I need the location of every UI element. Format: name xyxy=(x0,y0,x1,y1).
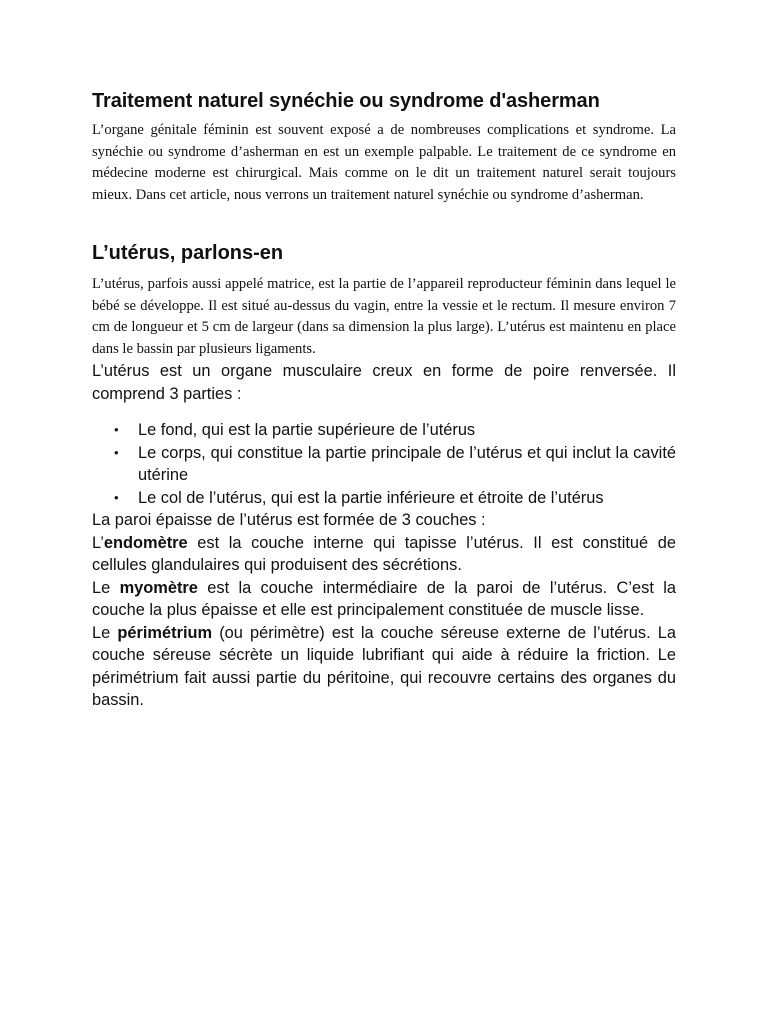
uterus-parts-intro: L’utérus est un organe musculaire creux en forme de poire renversée. Il comprend 3 parties : xyxy=(92,362,676,403)
intro-paragraph: L’organe génitale féminin est souvent exposé a de nombreuses complications et syndrome. La synéchie ou syndrome d’asherman en est un exemple palpable. Le traitement de ce syndrome en médecine moderne est chirurgical. Mais comme on le dit un traitement naturel serait toujours mieux. Dans cet article, nous verrons un traitement naturel synéchie ou syndrome d’asherman. xyxy=(92,122,676,203)
list-item xyxy=(92,487,676,510)
bullet-icon: • xyxy=(114,422,119,437)
section-heading: L’utérus, parlons-en xyxy=(92,242,284,264)
document-page xyxy=(92,86,676,712)
layer-prefix: Le xyxy=(92,578,120,597)
list-item xyxy=(92,442,676,487)
layer-description: (ou périmètre) est la couche séreuse externe de l’utérus. La couche séreuse sécrète un liquide lubrifiant qui aide à réduire la friction. Le périmétrium fait aussi partie du péritoine, qui recouvre certains des organes du bassin. xyxy=(92,623,676,709)
list-item-text: Le col de l’utérus, qui est la partie inférieure et étroite de l’utérus xyxy=(138,488,604,507)
layer-prefix: L’ xyxy=(92,533,104,552)
bullet-icon: • xyxy=(114,489,119,505)
layer-term: périmétrium xyxy=(117,623,213,642)
list-item xyxy=(92,419,676,442)
list-item-text: Le corps, qui constitue la partie principale de l’utérus et qui inclut la cavité utérine xyxy=(138,443,676,484)
layer-prefix: Le xyxy=(92,623,118,642)
uterus-description-paragraph: L’utérus, parfois aussi appelé matrice, est la partie de l’appareil reproducteur féminin dans lequel le bébé se développe. Il est situé au-dessus du vagin, entre la vessie et le rectum. Il mesure environ 7 cm de longueur et 5 cm de largeur (dans sa dimension la plus large). L’utérus est maintenu en place dans le bassin par plusieurs ligaments. xyxy=(92,276,676,357)
list-item-text: Le fond, qui est la partie supérieure de l’utérus xyxy=(138,421,476,439)
layer-description: est la couche interne qui tapisse l’utérus. Il est constitué de cellules glandulaires qui produisent des sécrétions. xyxy=(92,533,676,574)
layer-paragraph-myometre xyxy=(92,577,676,622)
layer-paragraph-perimetrium xyxy=(92,622,676,712)
layer-term: myomètre xyxy=(119,578,198,597)
bullet-icon: • xyxy=(114,444,119,460)
uterus-parts-list xyxy=(92,419,676,509)
layer-term: endomètre xyxy=(103,533,188,552)
layer-paragraph-endometre xyxy=(92,532,676,577)
layers-intro: La paroi épaisse de l’utérus est formée de 3 couches : xyxy=(92,511,486,529)
layer-description: est la couche intermédiaire de la paroi de l’utérus. C’est la couche la plus épaisse et elle est principalement constituée de muscle lisse. xyxy=(92,578,676,619)
page-title: Traitement naturel synéchie ou syndrome d'asherman xyxy=(92,90,600,112)
